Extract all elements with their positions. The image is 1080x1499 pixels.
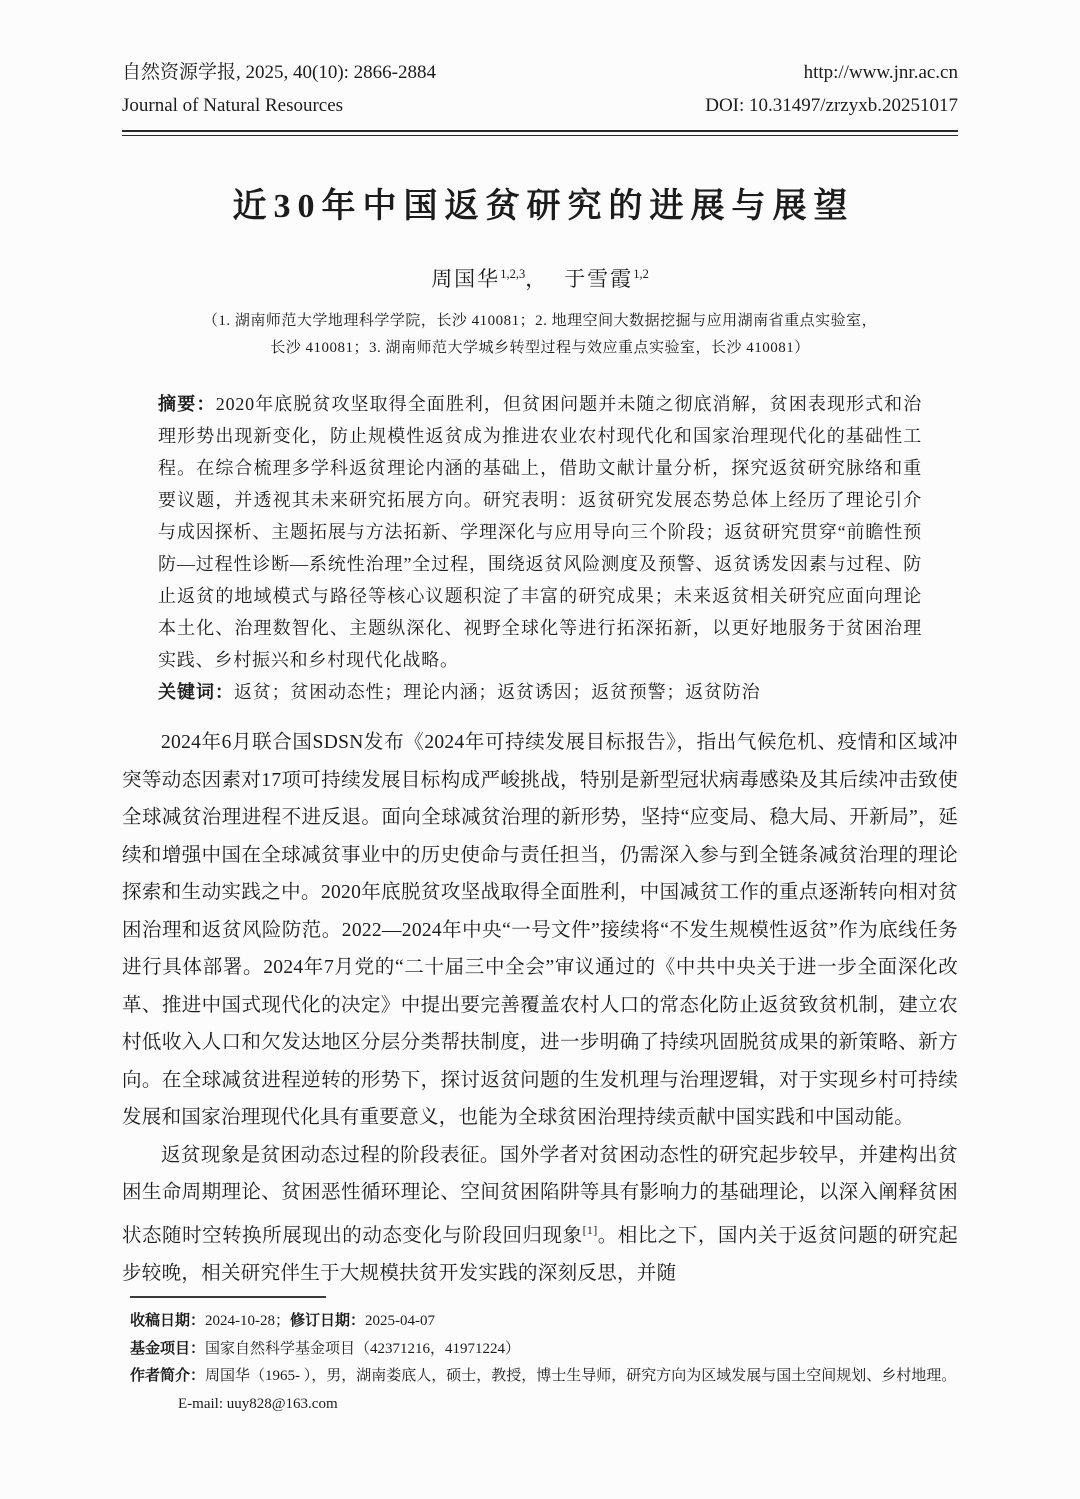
journal-url: http://www.jnr.ac.cn <box>803 62 958 83</box>
affiliation-line-1: （1. 湖南师范大学地理科学学院，长沙 410081；2. 地理空间大数据挖掘与应用湖南省重点实验室， <box>202 313 878 329</box>
footnotes <box>130 1308 958 1418</box>
dates-note <box>130 1308 958 1336</box>
paragraph-text: 2024年6月联合国SDSN发布《2024年可持续发展目标报告》，指出气候危机、疫情和区域冲突等动态因素对17项可持续发展目标构成严峻挑战，特别是新型冠状病毒感染及其后续冲击致使全球减贫治理进程不进反退。面向全球减贫治理的新形势，坚持“应变局、稳大局、开新局”，延续和增强中国在全球减贫事业中的历史使命与责任担当，仍需深入参与到全链条减贫治理的理论探索和生动实践之中。2020年底脱贫攻坚战取得全面胜利，中国减贫工作的重点逐渐转向相对贫困治理和返贫风险防范。2022—2024年中央“一号文件”接续将“不发生规模性返贫”作为底线任务进行具体部署。2024年7月党的“二十届三中全会”审议通过的《中共中央关于进一步全面深化改革、推进中国式现代化的决定》中提出要完善覆盖农村人口的常态化防止返贫致贫机制，建立农村低收入人口和欠发达地区分层分类帮扶制度，进一步明确了持续巩固脱贫成果的新策略、新方向。在全球减贫进程逆转的形势下，探讨返贫问题的生发机理与治理逻辑，对于实现乡村可持续发展和国家治理现代化具有重要意义，也能为全球贫困治理持续贡献中国实践和中国动能。 <box>122 732 958 1128</box>
body-paragraph-1 <box>122 724 958 1137</box>
keywords-label: 关键词： <box>158 682 234 702</box>
article-body <box>122 724 958 1292</box>
paragraph-text: 。相比之下，国内关于返贫问题的研究起步较晚，相关研究伴生于大规模扶贫开发实践的深刻反思，并随 <box>122 1225 958 1284</box>
author-name-2: 于雪霞 <box>564 267 634 291</box>
revised-date: 2025-04-07 <box>365 1313 436 1329</box>
revised-label: 修订日期： <box>290 1313 366 1329</box>
journal-header <box>122 56 958 122</box>
abstract-label: 摘要： <box>158 394 216 414</box>
funding-note <box>130 1336 958 1364</box>
author-1-affiliation-sup: 1,2,3 <box>500 267 526 281</box>
journal-doi: DOI: 10.31497/zrzyxb.20251017 <box>705 95 958 116</box>
bio-label: 作者简介： <box>130 1368 206 1384</box>
author-2-affiliation-sup: 1,2 <box>633 267 649 281</box>
footnote-divider <box>130 1296 326 1298</box>
keywords-text: 返贫；贫困动态性；理论内涵；返贫诱因；返贫预警；返贫防治 <box>234 682 761 702</box>
header-divider <box>122 130 958 136</box>
article-title: 近30年中国返贫研究的进展与展望 <box>232 188 855 225</box>
funding-label: 基金项目： <box>130 1340 206 1357</box>
author-bio-note <box>130 1363 958 1418</box>
keywords-line <box>158 676 922 708</box>
journal-header-right <box>705 56 958 122</box>
abstract-block <box>158 388 922 708</box>
affiliations <box>0 308 1080 362</box>
citation-marker: [1] <box>582 1222 598 1237</box>
journal-name-cn: 自然资源学报, 2025, 40(10): 2866-2884 <box>122 62 437 83</box>
received-label: 收稿日期： <box>130 1313 206 1329</box>
journal-header-left <box>122 56 436 122</box>
funding-text: 国家自然科学基金项目（42371216，41971224） <box>205 1340 521 1357</box>
paragraph-text: 返贫现象是贫困动态过程的阶段表征。国外学者对贫困动态性的研究起步较早，并建构出贫困生命周期理论、贫困恶性循环理论、空间贫困陷阱等具有影响力的基础理论，以深入阐释贫困状态随时空转换所展现出的动态变化与阶段回归现象 <box>122 1144 958 1246</box>
received-date: 2024-10-28； <box>205 1313 291 1329</box>
body-paragraph-2 <box>122 1137 958 1293</box>
bio-text: 周国华（1965- ），男，湖南娄底人，硕士，教授，博士生导师，研究方向为区域发展与国土空间规划、乡村地理。E-mail: uuy828@163.com <box>178 1368 957 1412</box>
author-line <box>0 263 1080 293</box>
abstract-text: 2020年底脱贫攻坚取得全面胜利，但贫困问题并未随之彻底消解，贫困表现形式和治理形势出现新变化，防止规模性返贫成为推进农业农村现代化和国家治理现代化的基础性工程。在综合梳理多学科返贫理论内涵的基础上，借助文献计量分析，探究返贫研究脉络和重要议题，并透视其未来研究拓展方向。研究表明：返贫研究发展态势总体上经历了理论引介与成因探析、主题拓展与方法拓新、学理深化与应用导向三个阶段；返贫研究贯穿“前瞻性预防—过程性诊断—系统性治理”全过程，围绕返贫风险测度及预警、返贫诱发因素与过程、防止返贫的地域模式与路径等核心议题积淀了丰富的研究成果；未来返贫相关研究应面向理论本土化、治理数智化、主题纵深化、视野全球化等进行拓深拓新，以更好地服务于贫困治理实践、乡村振兴和乡村现代化战略。 <box>158 394 923 670</box>
journal-name-en: Journal of Natural Resources <box>122 95 344 116</box>
author-name-1: 周国华 <box>431 267 501 291</box>
author-separator: ， <box>525 267 549 291</box>
abstract-paragraph <box>158 388 922 676</box>
affiliation-line-2: 长沙 410081；3. 湖南师范大学城乡转型过程与效应重点实验室，长沙 410081） <box>270 340 810 356</box>
